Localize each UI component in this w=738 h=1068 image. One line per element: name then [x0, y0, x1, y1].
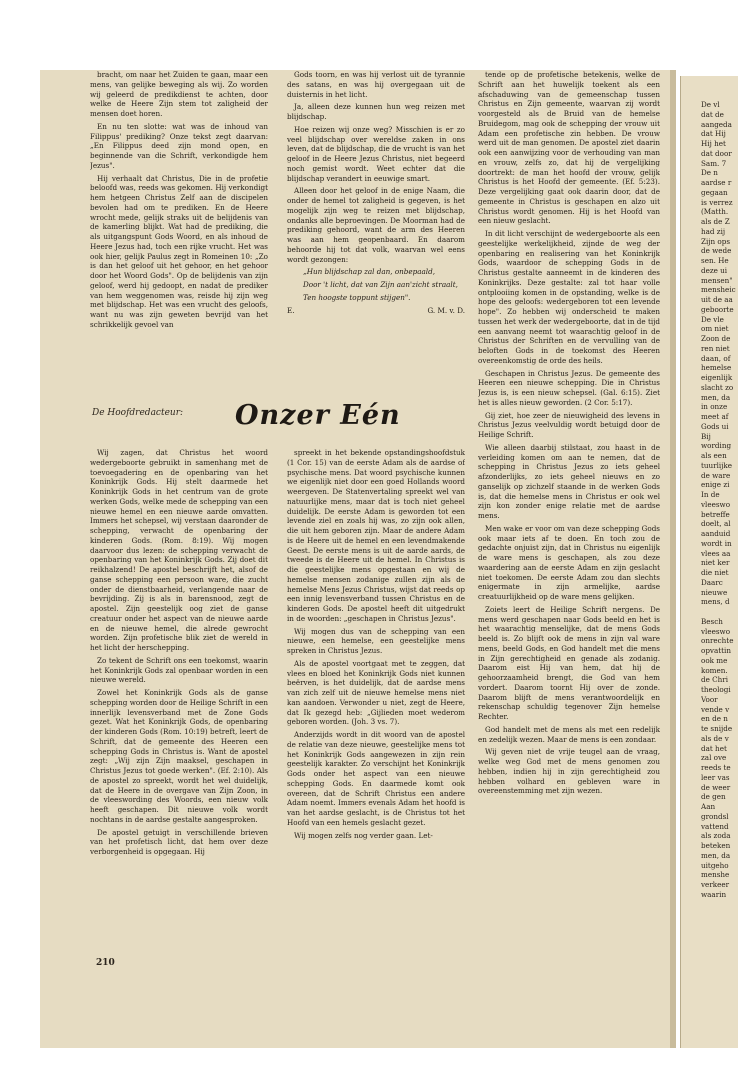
article-headline: Onzer Eén [235, 400, 401, 431]
next-page-line: wordt in [701, 538, 732, 548]
next-page-line: mens, d [701, 597, 730, 607]
signature [287, 306, 465, 316]
next-page-line: had zij [701, 226, 726, 236]
next-page-line: Sam. 7 [701, 158, 727, 168]
next-page-line: gegaan [701, 187, 728, 197]
next-page-line: beteken [701, 841, 731, 850]
next-page-line: De vle [701, 314, 724, 324]
next-page-line: daan, of [701, 353, 731, 363]
next-page-line: uit de aa [701, 295, 733, 304]
next-page-line: niet ker [701, 558, 730, 568]
paragraph: Anderzijds wordt in dit woord van de apostel de relatie van deze nieuwe, geestelijke mens tot het Koninkrijk Gods aangewezen in zijn rein geestelijk karakter. Zo verschijnt het Koninkrijk Gods onder het aspect van een nieuwe schepping Gods. En daarmede komt ook overeen, dat de Schrift Christus een andere Adam noemt. Immers evenals Adam het hoofd is van het aardse geslacht, is de Christus tot het Hoofd van een hemels geslacht gezet. [287, 730, 465, 827]
next-page-line: te snijde [701, 724, 733, 733]
next-page-line: de ware [701, 470, 731, 480]
quote-line: „Hun blijdschap zal dan, onbepaald, [303, 267, 435, 277]
next-page-line: dat door [701, 148, 732, 158]
byline: De Hoofdredacteur: [92, 408, 184, 418]
paragraph: De apostel getuigt in verschillende brieven van het profetisch licht, dat hem over deze verborgenheid is opgegaan. Hij [90, 827, 268, 856]
next-page-line: deze ui [701, 265, 728, 275]
next-page-line: Voor [701, 694, 718, 704]
paragraph: Zo tekent de Schrift ons een toekomst, waarin het Koninkrijk Gods zal openbaar worden in een nieuwe wereld. [90, 655, 268, 685]
next-page-line: Daarc [701, 577, 723, 587]
top-middle-column [287, 70, 465, 400]
next-page-line: vattend [701, 821, 729, 831]
paragraph: spreekt in het bekende opstandingshoofdstuk (1 Cor. 15) van de eerste Adam als de aardse of psychische mens. Dat woord psychische kunnen we eigenlijk niet door een goed Hollands woord weergeven. De Statenvertaling spreekt wel van natuurlijke mens, maar dat is toch niet geheel duidelijk. De eerste Adam is geworden tot een levende ziel en zoals hij was, zo zijn ook allen, die uit hem geboren zijn. Maar de andere Adam is de Heere uit de hemel en een levendmakende Geest. De eerste mens is uit de aarde aards, de tweede is de Heere uit de hemel. In Christus is die geestelijke mens opgestaan en wij de hemelse mensen zodanige zullen zijn als de hemelse Mens Jezus Christus, wijst dat reeds op een innig levensverband tussen Christus en de kinderen Gods. De apostel heeft dit uitgedrukt in de woorden: „geschapen in Christus Jezus". [287, 448, 465, 623]
next-page-line: is verrez [701, 197, 733, 207]
next-page-line: de weer [701, 782, 731, 792]
paragraph: Geschapen in Christus Jezus. De gemeente des Heeren een nieuwe schepping. Die in Christus Jezus is, is een nieuw schepsel. (Gal. 6:15). Ziet het is alles nieuw geworden. (2 Cor. 5:17). [478, 368, 660, 407]
next-page-line: enige zi [701, 480, 730, 490]
next-page-line: hemelse [701, 363, 732, 373]
next-page-line: grondsl [701, 811, 729, 821]
next-page-line: onrechte [701, 636, 734, 646]
paragraph: tende op de profetische betekenis, welke de Schrift aan het huwelijk toekent als een afschaduwing van de gemeenschap tussen Christus en Zijn gemeente, waarvan zij wordt voorgesteld als de Bruid van de hemelse Bruidegom, mag ook de schepping der vrouw uit Adam een profetische zin hebben. De vrouw werd uit de man genomen. De apostel ziet daarin ook een aanwijzing voor de verhouding van man en vrouw, zelfs zo, dat hij de vergelijking doortrekt: de man het hoofd der vrouw, gelijk Christus is het Hoofd der gemeente. (Ef. 5:23). Deze vergelijking gaat ook daarin door, dat de gemeente in Christus is geschapen en alzo uit Christus wordt genomen. Hij is het Hoofd van een nieuw geslacht. [478, 70, 660, 226]
next-page-line: nieuwe [701, 587, 728, 597]
next-page-line: aardse r [701, 178, 732, 187]
paragraph: Wij geven niet de vrije teugel aan de vraag, welke weg God met de mens genomen zou hebben, indien hij in zijn gerechtigheid zou hebben volhard en gebleven ware in overeenstemming met zijn wezen. [478, 747, 660, 796]
next-page-line: vende v [701, 704, 730, 714]
quote-line: Ten hoogste toppunt stijgen". [303, 292, 411, 302]
next-page-line: slacht zo [701, 382, 734, 392]
paragraph: Gij ziet, hoe zeer de nieuwigheid des levens in Christus Jezus veelvuldig wordt betuigd door de Heilige Schrift. [478, 410, 660, 439]
next-page-line: theologi [701, 685, 731, 694]
next-page-line: wording [701, 441, 732, 451]
paragraph: Wij mogen dus van de schepping van een nieuwe, een hemelse, een geestelijke mens spreken in Christus Jezus. [287, 626, 465, 655]
bottom-middle-column [287, 448, 465, 950]
next-page-line: waarin [701, 889, 727, 899]
paragraph: Gods toorn, en was hij verlost uit de tyrannie des satans, en was hij overgegaan uit de duisternis in het licht. [287, 70, 465, 99]
paragraph: Men wake er voor om van deze schepping Gods ook maar iets af te doen. En toch zou de gedachte onjuist zijn, dat in Christus nu eigenlijk de ware mens is geschapen, als zou deze waardering aan de eerste Adam en zijn geslacht niet toekomen. De eerste Adam zou dan slechts enigermate in zijn armelijke, aardse creatuurlijkheid op de ware mens gelijken. [478, 523, 660, 601]
next-page-line: en de n [701, 714, 728, 724]
next-page-line: Aan [701, 802, 716, 811]
signature-left: E. [287, 305, 295, 315]
next-page-line: zal ove [701, 753, 727, 763]
next-page-line: meet af [701, 412, 729, 421]
next-page-line: uitgeho [701, 860, 729, 870]
bottom-left-column [90, 448, 268, 950]
next-page-line: de Chri [701, 675, 729, 685]
next-page-line: tuurlijke [701, 460, 733, 470]
next-page-line: Zijn ops [701, 236, 731, 246]
quote-line: Door 't licht, dat van Zijn aan'zicht straalt, [303, 280, 458, 289]
next-page-line: mensheic [701, 285, 736, 295]
next-page-line: doelt, al [701, 519, 731, 529]
next-page-line: Gods ui [701, 421, 729, 431]
next-page-line: aangeda [701, 119, 732, 129]
next-page-line: (Matth. [701, 207, 729, 217]
top-left-column [90, 70, 268, 400]
next-page-edge [680, 76, 738, 1048]
next-page-text [701, 100, 738, 900]
next-page-line: reeds te [701, 763, 731, 772]
paragraph: In dit licht verschijnt de wedergeboorte als een geestelijke werkelijkheid, zijnde de weg der openbaring en realisering van het Koninkrijk Gods, waardoor de schepping Gods in de Christus gestalte aanneemt in de kinderen des Koninkrijks. Deze gestalte: zal tot haar volle ontplooiing komen in de opstanding, welke is de hope des geloofs: wedergeboren tot een levende hope". Zo hebben wij onderscheid te maken tussen het werk der wedergeboorte, dat in de tijd een aanvang neemt tot waarachtig geloof in de Christus der Schriften en de vervulling van de beloften Gods in de toekomst des Heeren overeenkomstig de orde des heils. [478, 229, 660, 365]
paragraph: Ja, alleen deze kunnen hun weg reizen met blijdschap. [287, 102, 465, 121]
next-page-line: Zoon de [701, 334, 731, 343]
next-page-line: vleeswo [701, 626, 731, 636]
next-page-line: men, da [701, 850, 731, 860]
next-page-line: ook me [701, 655, 728, 665]
paragraph: Zoiets leert de Heilige Schrift nergens. De mens werd geschapen naar Gods beeld en het is het waarachtig menselijke, dat de mens Gods beeld is. Zo blijft ook de mens in zijn val ware mens, beeld Gods, en God handelt met die mens in Zijn gerechtigheid en genade als zodanig. Daarom eist Hij van hem, dat hij de gehoorzaamheid brengt, die God van hem vordert. Daarom toornt Hij over de zonde. Daarom blijft de mens verantwoordelijk en rekenschap schuldig tegenover Zijn hemelse Rechter. [478, 604, 660, 721]
paragraph: Wie alleen daarbij stilstaat, zou haast in de verleiding komen om aan te nemen, dat de schepping in Christus Jezus zo iets geheel afzonderlijks, zo iets geheel nieuws en zo ganselijk op zichzelf staande in de werken Gods is, dat die hemelse mens in Christus er ook wel zijn kon zonder enige relatie met de aardse mens. [478, 442, 660, 520]
right-column [478, 70, 660, 975]
paragraph: En nu ten slotte: wat was de inhoud van Filippus' prediking? Onze tekst zegt daarvan: „En Filippus deed zijn mond open, en beginnende van die Schrift, verkondigde hem Jezus". [90, 121, 268, 170]
paragraph: Hij verhaalt dat Christus, Die in de profetie beloofd was, reeds was gekomen. Hij verkondigt hem hetgeen Christus Zelf aan de discipelen bevolen had om te prediken. En de Heere wrocht mede, gelijk straks uit de belijdenis van de kamerling blijkt. Wat had de prediking, die als uitgangspunt Gods Woord, en als inhoud de Heere Jezus had, toch een rijke vrucht. Het was ook hier, gelijk Paulus zegt in Romeinen 10: „Zo is dan het geloof uit het gehoor, en het gehoor door het Woord Gods". Op de belijdenis van zijn geloof, werd hij gedoopt, en nadat de prediker van hem weggenomen was, reisde hij zijn weg met blijdschap. Het was een vrucht des geloofs, want nu was zijn geweten bevrijd van het schrikkelijk gevoel van [90, 173, 268, 329]
next-page-line: In de [701, 490, 720, 499]
next-page-line: komen. [701, 665, 728, 675]
next-page-line: verkeer [701, 880, 730, 889]
paragraph: Wij zagen, dat Christus het woord wedergeboorte gebruikt in samenhang met de toevoegadering en de openbaring van het Koninkrijk Gods. Hij stelt daarmede het Koninkrijk Gods in het centrum van de grote werken Gods, welke mede de schepping van een nieuwe hemel en een nieuwe aarde omvatten. Immers het schepsel, wij verstaan daaronder de schepping, verwacht de openbaring der kinderen Gods. (Rom. 8:19). Wij mogen daarvoor dus lezen: de schepping verwacht de openbaring van het Koninkrijk Gods. Zij doet dit reikhalzend! De apostel beschrijft het, alsof de ganse schepping een persoon ware, die zucht onder de dienstbaarheid, verlangende naar de bevrijding. Zij is als in barensnood, zegt de apostel. Zijn geestelijk oog ziet de ganse creatuur onder het aspect van de nieuwe aarde en de nieuwe hemel, die alrede gewrocht worden. Zijn profetische blik ziet de wereld in het licht der herschepping. [90, 448, 268, 652]
next-page-line: als de v [701, 733, 729, 743]
next-page-line: vleeswo [701, 499, 731, 509]
next-page-line: betreffe [701, 509, 730, 519]
next-page-line: om niet [701, 324, 729, 334]
next-page-line: mensen" [701, 275, 733, 285]
paragraph: God handelt met de mens als met een redelijk en zedelijk wezen. Maar de mens is een zondaar. [478, 724, 660, 744]
next-page-line: als een [701, 451, 727, 460]
next-page-line: Hij het [701, 139, 726, 148]
paragraph: Hoe reizen wij onze weg? Misschien is er zo veel blijdschap over wereldse zaken in ons leven, dat de blijdschap, die de vrucht is van het geloof in de Heere Jezus Christus, niet begeerd noch gemist wordt. Weet echter dat die blijdschap verandert in eeuwige smart. [287, 124, 465, 183]
page-number: 210 [96, 958, 115, 968]
next-page-line: vlees aa [701, 548, 731, 558]
magazine-page [40, 70, 670, 1048]
next-page-line: dat Hij [701, 129, 726, 139]
next-page-line: leer vas [701, 772, 730, 782]
next-page-line: geboorte [701, 304, 734, 314]
next-page-line: die niet [701, 568, 729, 577]
next-page-line: in onze [701, 402, 728, 412]
next-page-line: opvattin [701, 646, 731, 655]
next-page-line: Bij [701, 431, 711, 441]
next-page-line: men, da [701, 392, 731, 402]
next-page-line: dat het [701, 743, 727, 753]
next-page-line: Besch [701, 616, 723, 626]
next-page-line: de wede [701, 246, 732, 256]
next-page-line [701, 607, 738, 617]
next-page-line: De n [701, 168, 718, 178]
next-page-line: aanduid [701, 529, 731, 538]
next-page-line: als zoda [701, 831, 731, 841]
paragraph: Zowel het Koninkrijk Gods als de ganse schepping worden door de Heilige Schrift in een innerlijk levensverband met de Zone Gods gezet. Wat het Koninkrijk Gods, de openbaring der kinderen Gods (Rom. 10:19) betreft, leert de Schrift, dat de gemeente des Heeren een schepping Gods in Christus is. Want de apostel zegt: „Wij zijn Zijn maaksel, geschapen in Christus Jezus tot goede werken". (Ef. 2:10). Als de apostel zo spreekt, wordt het wel duidelijk, dat de Heere in de overgave van Zijn Zoon, in de vleeswording des Woords, een nieuw volk heeft geschapen. Dit nieuwe volk wordt nochtans in de aardse gestalte aangesproken. [90, 688, 268, 824]
next-page-line: de gen [701, 792, 726, 802]
next-page-line: menshe [701, 870, 730, 880]
next-page-line: dat de [701, 109, 724, 119]
paragraph: Alleen door het geloof in de enige Naam, die onder de hemel tot zaligheid is gegeven, is het mogelijk zijn weg te reizen met blijdschap, ondanks alle beproevingen. De Moorman had de prediking gehoord, want de arm des Heeren was aan hem geopenbaard. En daarom behoorde hij tot dat volk, waarvan wel eens wordt gezongen: [287, 186, 465, 264]
next-page-line: sen. He [701, 256, 729, 265]
next-page-line: De vl [701, 100, 720, 109]
paragraph: Wij mogen zelfs nog verder gaan. Let- [294, 830, 433, 840]
next-page-line: eigenlijk [701, 373, 733, 382]
signature-right: G. M. v. D. [427, 305, 465, 315]
next-page-line: als de Z [701, 217, 730, 226]
next-page-line: ren niet [701, 343, 730, 353]
paragraph: bracht, om naar het Zuiden te gaan, maar een mens, van gelijke beweging als wij. Zo worden wij geleerd de predikdienst te achten, door welke de Heere Zijn stem tot zaligheid der mensen doet horen. [90, 70, 268, 118]
paragraph: Als de apostel voortgaat met te zeggen, dat vlees en bloed het Koninkrijk Gods niet kunnen beërven, is het duidelijk, dat de aardse mens van zich zelf uit de nieuwe hemelse mens niet kan aandoen. Verwonder u niet, zegt de Heere, dat Ik gezegd heb: „Gijlieden moet wederom geboren worden. (Joh. 3 vs. 7). [287, 658, 465, 727]
